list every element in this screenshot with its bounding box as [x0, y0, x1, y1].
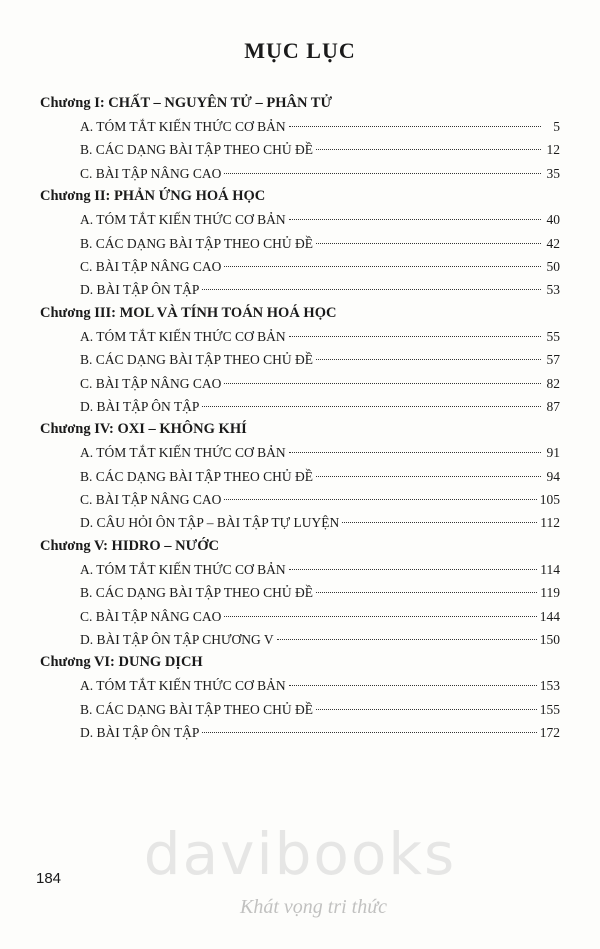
toc-entry-label: D. BÀI TẬP ÔN TẬP	[80, 725, 200, 741]
dot-leader	[316, 149, 541, 150]
toc-entry-label: A. TÓM TẮT KIẾN THỨC CƠ BẢN	[80, 561, 286, 577]
toc-entry	[80, 465, 560, 488]
toc-entry-page: 50	[546, 258, 560, 274]
toc-entry-page: 94	[546, 468, 560, 484]
toc-entry-page: 5	[553, 119, 560, 134]
toc-entry	[80, 721, 560, 744]
toc-entry-label: B. CÁC DẠNG BÀI TẬP THEO CHỦ ĐỀ	[80, 585, 314, 601]
dot-leader	[289, 569, 538, 570]
dot-leader	[202, 289, 541, 290]
toc-entry-page: 53	[546, 282, 560, 298]
toc-entry	[80, 698, 560, 721]
toc-entry	[80, 558, 560, 581]
toc-entry-page: 150	[539, 632, 560, 648]
toc-entry-page: 114	[540, 561, 560, 577]
toc-entry	[80, 441, 560, 464]
dot-leader	[277, 639, 537, 640]
toc-entry-label: D. CÂU HỎI ÔN TẬP – BÀI TẬP TỰ LUYỆN	[80, 515, 340, 531]
toc-entry-label: B. CÁC DẠNG BÀI TẬP THEO CHỦ ĐỀ	[80, 468, 314, 484]
toc-entry-page: 112	[540, 515, 560, 531]
chapter-heading: Chương VI: DUNG DỊCH	[40, 654, 203, 671]
toc-entry-label: C. BÀI TẬP NÂNG CAO	[80, 492, 222, 508]
dot-leader	[224, 173, 541, 174]
toc-entry-label: A. TÓM TẮT KIẾN THỨC CƠ BẢN	[80, 445, 286, 461]
dot-leader	[316, 359, 541, 360]
dot-leader	[224, 266, 541, 267]
chapter-heading: Chương IV: OXI – KHÔNG KHÍ	[40, 421, 247, 438]
toc-entry	[80, 255, 560, 278]
dot-leader	[289, 685, 537, 686]
toc-entry-page: 82	[546, 375, 560, 391]
toc-entry-page: 153	[539, 678, 560, 694]
dot-leader	[289, 219, 541, 220]
toc-entry-label: D. BÀI TẬP ÔN TẬP	[80, 282, 200, 298]
dot-leader	[289, 452, 541, 453]
toc-entry	[80, 115, 560, 138]
toc-entry-page: 42	[546, 235, 560, 251]
toc-entry	[80, 348, 560, 371]
toc-entry	[80, 208, 560, 231]
toc-entry	[80, 162, 560, 185]
toc-entry-label: C. BÀI TẬP NÂNG CAO	[80, 375, 222, 391]
chapter-heading: Chương III: MOL VÀ TÍNH TOÁN HOÁ HỌC	[40, 304, 337, 321]
toc-entry-page: 172	[539, 725, 560, 741]
toc-entry-label: A. TÓM TẮT KIẾN THỨC CƠ BẢN	[80, 328, 286, 344]
toc-entry-page: 12	[546, 142, 560, 158]
dot-leader	[202, 406, 541, 407]
toc-entry	[80, 232, 560, 255]
toc-entry-label: D. BÀI TẬP ÔN TẬP CHƯƠNG V	[80, 632, 274, 648]
dot-leader	[289, 336, 541, 337]
toc-entry	[80, 488, 560, 511]
toc-entry-label: A. TÓM TẮT KIẾN THỨC CƠ BẢN	[80, 119, 286, 134]
toc-entry	[80, 278, 560, 301]
toc-entry-page: 40	[546, 212, 560, 228]
dot-leader	[289, 126, 541, 127]
toc-entry-page: 155	[539, 701, 560, 717]
dot-leader	[316, 476, 541, 477]
toc-entry-label: B. CÁC DẠNG BÀI TẬP THEO CHỦ ĐỀ	[80, 352, 314, 368]
chapter-heading: Chương I: CHẤT – NGUYÊN TỬ – PHÂN TỬ	[40, 95, 332, 111]
toc-entry-label: D. BÀI TẬP ÔN TẬP	[80, 398, 200, 414]
watermark-brand: davibooks	[143, 820, 457, 888]
toc-entry	[80, 395, 560, 418]
toc-entry-label: B. CÁC DẠNG BÀI TẬP THEO CHỦ ĐỀ	[80, 235, 314, 251]
toc-entry-page: 55	[546, 328, 560, 344]
toc-entry-label: C. BÀI TẬP NÂNG CAO	[80, 258, 222, 274]
toc-entry	[80, 628, 560, 651]
toc-entry	[80, 581, 560, 604]
toc-entry	[80, 605, 560, 628]
chapter-heading: Chương II: PHẢN ỨNG HOÁ HỌC	[40, 188, 266, 205]
toc-entry-page: 57	[546, 352, 560, 368]
toc-entry-label: C. BÀI TẬP NÂNG CAO	[80, 165, 222, 181]
dot-leader	[342, 522, 537, 523]
watermark-tagline: Khát vọng tri thức	[240, 896, 388, 918]
dot-leader	[316, 243, 541, 244]
toc-entry	[80, 511, 560, 534]
toc-entry-page: 91	[546, 445, 560, 461]
toc-entry-label: B. CÁC DẠNG BÀI TẬP THEO CHỦ ĐỀ	[80, 142, 314, 158]
toc-entry-page: 105	[539, 492, 560, 508]
toc-entry-label: C. BÀI TẬP NÂNG CAO	[80, 608, 222, 624]
dot-leader	[224, 383, 541, 384]
toc-entry-label: B. CÁC DẠNG BÀI TẬP THEO CHỦ ĐỀ	[80, 701, 314, 717]
table-of-contents	[40, 92, 560, 745]
toc-entry	[80, 674, 560, 697]
dot-leader	[224, 499, 536, 500]
dot-leader	[316, 709, 537, 710]
toc-entry-page: 144	[539, 608, 560, 624]
toc-entry-page: 35	[546, 165, 560, 181]
chapter-heading: Chương V: HIDRO – NƯỚC	[40, 537, 219, 554]
toc-entry-label: A. TÓM TẮT KIẾN THỨC CƠ BẢN	[80, 678, 286, 694]
page-title: MỤC LỤC	[244, 38, 356, 63]
toc-entry-label: A. TÓM TẮT KIẾN THỨC CƠ BẢN	[80, 212, 286, 228]
toc-entry	[80, 325, 560, 348]
toc-entry-page: 87	[546, 398, 560, 414]
toc-entry	[80, 138, 560, 161]
toc-entry	[80, 372, 560, 395]
dot-leader	[224, 616, 536, 617]
dot-leader	[202, 732, 536, 733]
toc-entry-page: 119	[540, 585, 560, 601]
page-number: 184	[36, 870, 62, 887]
dot-leader	[316, 592, 537, 593]
